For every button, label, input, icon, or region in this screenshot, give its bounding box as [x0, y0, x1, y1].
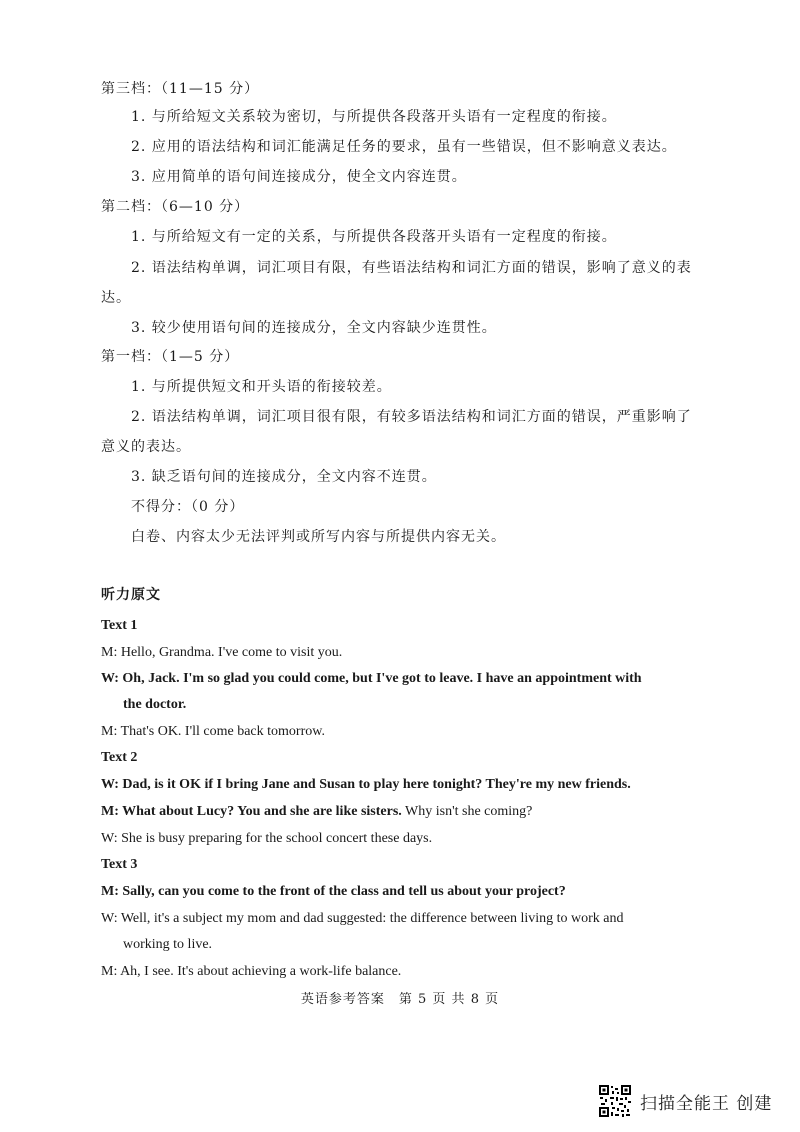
- text1-line-3: M: That's OK. I'll come back tomorrow.: [101, 724, 325, 739]
- scanner-watermark: [598, 1083, 772, 1119]
- grade1-item-1: 1. 与所提供短文和开头语的衔接较差。: [131, 379, 392, 395]
- text1-line-2-continued: the doctor.: [123, 697, 187, 712]
- text3-heading: Text 3: [101, 857, 138, 872]
- grade2-header: 第二档：（6—10 分）: [101, 199, 250, 215]
- text2-heading: Text 2: [101, 750, 138, 765]
- grade1-item-2-continued: 意义的表达。: [101, 439, 191, 455]
- grade3-header: 第三档：（11—15 分）: [101, 81, 260, 97]
- grade2-item-1: 1. 与所给短文有一定的关系，与所提供各段落开头语有一定程度的衔接。: [131, 229, 617, 245]
- text2-line-2: [101, 804, 532, 820]
- text2-line-2-rest: Why isn't she coming?: [401, 804, 533, 819]
- grade1-item-2: 2. 语法结构单调，词汇项目很有限，有较多语法结构和词汇方面的错误，严重影响了: [131, 409, 692, 425]
- grade0-text: 白卷、内容太少无法评判或所写内容与所提供内容无关。: [131, 529, 506, 545]
- listening-section-title: 听力原文: [101, 587, 161, 603]
- text3-line-2-continued: working to live.: [123, 937, 213, 952]
- text1-line-2: W: Oh, Jack. I'm so glad you could come, but I've got to leave. I have an appointment with: [101, 671, 642, 686]
- page-footer: 英语参考答案 第 5 页 共 8 页: [300, 992, 500, 1007]
- text2-line-3: W: She is busy preparing for the school concert these days.: [101, 831, 433, 846]
- grade2-item-3: 3. 较少使用语句间的连接成分，全文内容缺少连贯性。: [131, 320, 497, 336]
- text1-line-1: M: Hello, Grandma. I've come to visit you.: [101, 645, 343, 660]
- grade0-header: 不得分：（0 分）: [131, 499, 245, 515]
- grade3-item-3: 3. 应用简单的语句间连接成分，使全文内容连贯。: [131, 169, 467, 185]
- text3-line-3: M: Ah, I see. It's about achieving a work-life balance.: [101, 964, 402, 979]
- grade3-item-1: 1. 与所给短文关系较为密切，与所提供各段落开头语有一定程度的衔接。: [131, 109, 617, 125]
- text3-line-1: M: Sally, can you come to the front of the class and tell us about your project?: [101, 884, 566, 899]
- text1-heading: Text 1: [101, 618, 138, 633]
- grade3-item-2: 2. 应用的语法结构和词汇能满足任务的要求，虽有一些错误，但不影响意义表达。: [131, 139, 677, 155]
- grade1-header: 第一档：（1—5 分）: [101, 349, 240, 365]
- qr-code-icon: [598, 1084, 632, 1118]
- watermark-text: 扫描全能王 创建: [640, 1093, 773, 1114]
- text3-line-2: W: Well, it's a subject my mom and dad suggested: the difference between living to work and: [101, 911, 624, 926]
- grade2-item-2: 2. 语法结构单调，词汇项目有限，有些语法结构和词汇方面的错误，影响了意义的表: [131, 260, 692, 276]
- text2-line-1: W: Dad, is it OK if I bring Jane and Susan to play here tonight? They're my new friends.: [101, 777, 631, 792]
- grade2-item-2-continued: 达。: [101, 290, 131, 306]
- text2-line-2-bold: M: What about Lucy? You and she are like sisters.: [101, 804, 402, 819]
- grade1-item-3: 3. 缺乏语句间的连接成分，全文内容不连贯。: [131, 469, 437, 485]
